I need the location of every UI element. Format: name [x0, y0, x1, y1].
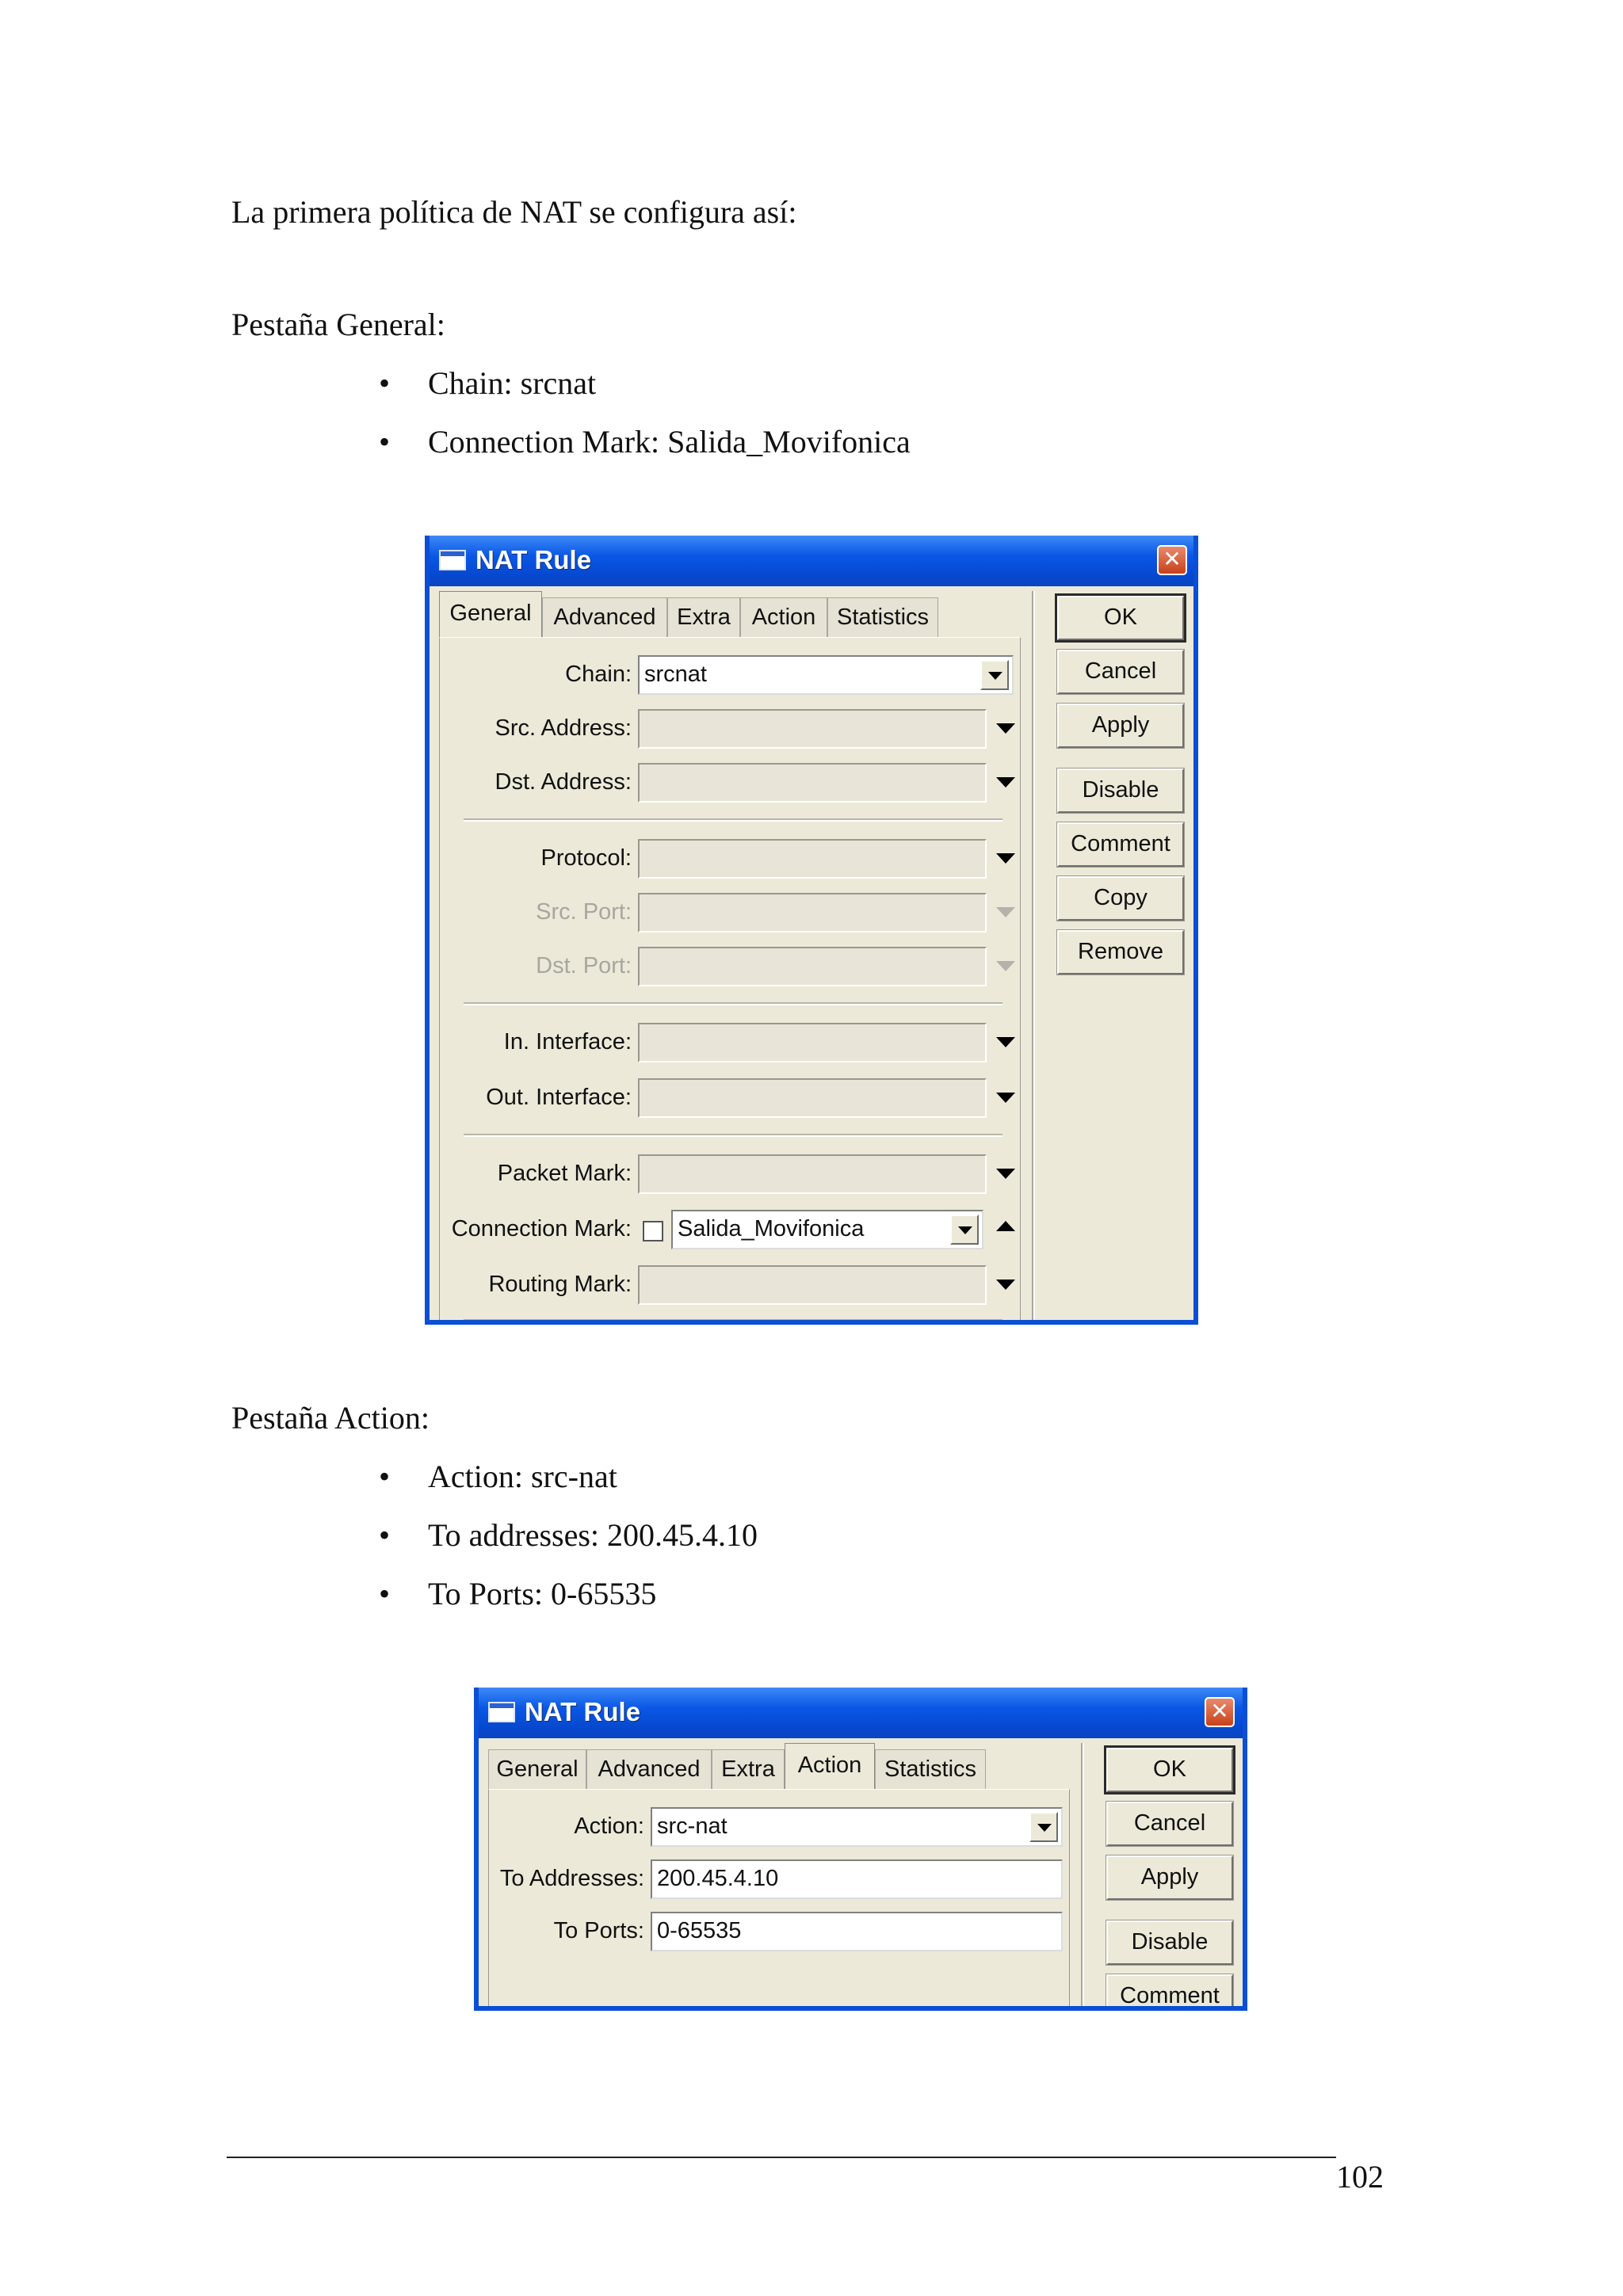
to-addresses-input[interactable]	[651, 1859, 1063, 1899]
connection-mark-collapse-icon[interactable]	[996, 1221, 1015, 1231]
remove-button[interactable]: Remove	[1057, 930, 1184, 974]
packet-mark-label: Packet Mark:	[497, 1161, 632, 1186]
bullet-glyph: •	[379, 1459, 391, 1494]
bullet-text: To Ports: 0-65535	[428, 1576, 657, 1611]
action-combo[interactable]	[651, 1807, 1063, 1847]
tab-action[interactable]: Action	[740, 597, 827, 637]
dst-address-label: Dst. Address:	[495, 769, 632, 795]
in-interface-label: In. Interface:	[503, 1029, 632, 1055]
bullet-glyph: •	[379, 1517, 391, 1553]
routing-mark-field[interactable]	[638, 1265, 987, 1305]
cancel-button[interactable]: Cancel	[1106, 1802, 1233, 1846]
src-port-arrow-icon	[996, 907, 1015, 917]
out-interface-arrow-icon[interactable]	[996, 1093, 1015, 1103]
window-title: NAT Rule	[525, 1697, 641, 1726]
to-addresses-value: 200.45.4.10	[657, 1866, 779, 1891]
apply-button[interactable]: Apply	[1057, 704, 1184, 748]
ok-button[interactable]: OK	[1106, 1748, 1233, 1792]
tab-advanced[interactable]: Advanced	[542, 597, 667, 637]
comment-button[interactable]: Comment	[1106, 1974, 1233, 2011]
action-tab-heading: Pestaña Action:	[231, 1400, 430, 1436]
in-interface-field[interactable]	[638, 1023, 987, 1062]
disable-button[interactable]: Disable	[1106, 1920, 1233, 1965]
chain-value: srcnat	[644, 662, 707, 687]
disable-button[interactable]: Disable	[1057, 769, 1184, 813]
dst-port-arrow-icon	[996, 961, 1015, 971]
bullet-glyph: •	[379, 1576, 391, 1611]
close-button[interactable]: ✕	[1205, 1697, 1235, 1727]
routing-mark-label: Routing Mark:	[488, 1272, 632, 1297]
general-tab-heading: Pestaña General:	[231, 307, 445, 342]
to-ports-input[interactable]	[651, 1912, 1063, 1951]
footer-rule	[227, 2157, 1336, 2158]
tab-statistics[interactable]: Statistics	[827, 597, 938, 637]
tab-extra[interactable]: Extra	[712, 1749, 785, 1789]
tab-general[interactable]: General	[439, 591, 542, 639]
tab-statistics[interactable]: Statistics	[875, 1749, 986, 1789]
dst-address-field[interactable]	[638, 763, 987, 803]
packet-mark-field[interactable]	[638, 1154, 987, 1194]
protocol-field[interactable]	[638, 839, 987, 879]
connection-mark-label: Connection Mark:	[451, 1216, 632, 1241]
window-icon	[488, 1702, 515, 1722]
comment-button[interactable]: Comment	[1057, 822, 1184, 867]
protocol-arrow-icon[interactable]	[996, 853, 1015, 864]
separator	[464, 818, 1002, 822]
window-title: NAT Rule	[475, 545, 592, 574]
dst-address-arrow-icon[interactable]	[996, 777, 1015, 788]
connection-mark-value: Salida_Movifonica	[678, 1216, 865, 1241]
action-label: Action:	[574, 1814, 644, 1839]
src-address-field[interactable]	[638, 709, 987, 749]
nat-rule-dialog-general	[425, 536, 1198, 1325]
bullet-text: Action: src-nat	[428, 1459, 617, 1494]
action-value: src-nat	[657, 1814, 727, 1839]
separator	[464, 1319, 1002, 1322]
to-addresses-label: To Addresses:	[499, 1866, 644, 1891]
ok-button[interactable]: OK	[1057, 596, 1184, 640]
out-interface-field[interactable]	[638, 1078, 987, 1118]
title-bar[interactable]	[430, 536, 1193, 586]
connection-mark-negate-checkbox[interactable]	[643, 1221, 663, 1241]
tab-general[interactable]: General	[488, 1749, 586, 1789]
nat-rule-dialog-action	[474, 1688, 1247, 2011]
packet-mark-arrow-icon[interactable]	[996, 1169, 1015, 1179]
src-address-label: Src. Address:	[495, 715, 632, 741]
tab-extra[interactable]: Extra	[667, 597, 740, 637]
src-address-arrow-icon[interactable]	[996, 723, 1015, 734]
chain-label: Chain:	[565, 662, 632, 687]
panel-divider	[1081, 1743, 1084, 2011]
general-panel	[439, 637, 1021, 1325]
page-number: 102	[1336, 2159, 1384, 2195]
action-panel	[488, 1789, 1070, 2011]
src-port-field	[638, 893, 987, 933]
title-bar[interactable]	[479, 1688, 1243, 1738]
to-ports-label: To Ports:	[553, 1918, 644, 1943]
chain-dropdown-icon[interactable]	[980, 660, 1009, 690]
bullet-glyph: •	[379, 424, 391, 460]
tab-strip	[488, 1743, 995, 1789]
bullet-text: Connection Mark: Salida_Movifonica	[428, 424, 911, 460]
separator	[464, 1134, 1002, 1137]
cancel-button[interactable]: Cancel	[1057, 650, 1184, 694]
tab-advanced[interactable]: Advanced	[586, 1749, 712, 1789]
dst-port-label: Dst. Port:	[536, 953, 632, 978]
connection-mark-dropdown-icon[interactable]	[950, 1215, 979, 1245]
bullet-glyph: •	[379, 365, 391, 401]
close-button[interactable]: ✕	[1157, 545, 1187, 575]
tab-action[interactable]: Action	[785, 1743, 875, 1791]
protocol-label: Protocol:	[540, 845, 632, 871]
action-dropdown-icon[interactable]	[1029, 1812, 1058, 1842]
to-ports-value: 0-65535	[657, 1918, 742, 1943]
routing-mark-arrow-icon[interactable]	[996, 1280, 1015, 1290]
dst-port-field	[638, 947, 987, 986]
panel-divider	[1032, 591, 1035, 1325]
bullet-text: Chain: srcnat	[428, 365, 597, 401]
intro-paragraph: La primera política de NAT se configura así:	[231, 194, 797, 230]
in-interface-arrow-icon[interactable]	[996, 1037, 1015, 1047]
window-icon	[439, 550, 466, 570]
out-interface-label: Out. Interface:	[486, 1085, 632, 1110]
separator	[464, 1002, 1002, 1005]
tab-strip	[439, 591, 946, 637]
bullet-text: To addresses: 200.45.4.10	[428, 1517, 758, 1553]
apply-button[interactable]: Apply	[1106, 1855, 1233, 1900]
src-port-label: Src. Port:	[536, 899, 632, 925]
copy-button[interactable]: Copy	[1057, 876, 1184, 921]
connection-mark-combo[interactable]	[671, 1210, 983, 1249]
chain-combo[interactable]	[638, 655, 1014, 695]
